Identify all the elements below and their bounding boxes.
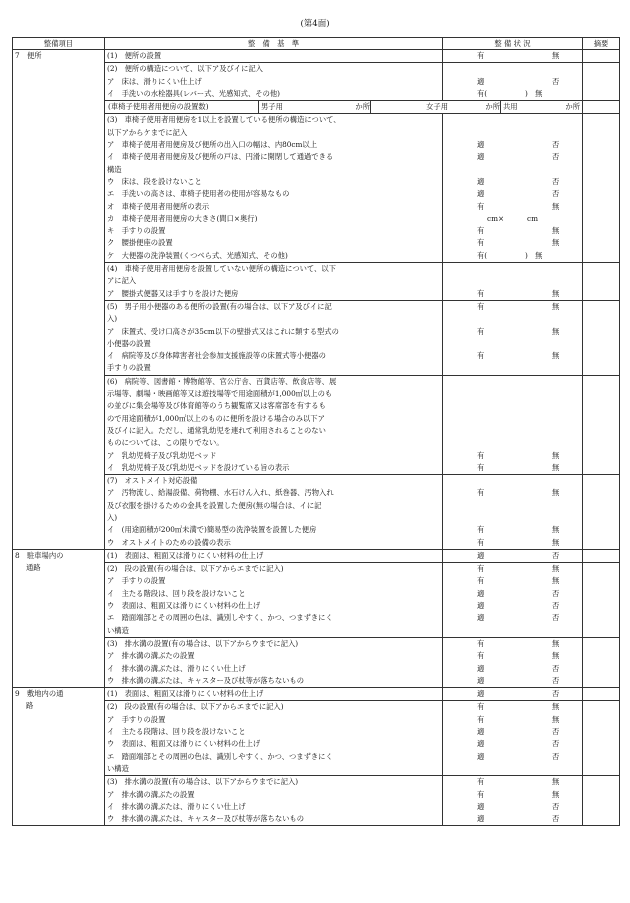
shared-unit: か所 — [565, 102, 580, 112]
memo-cell[interactable] — [583, 101, 620, 114]
table-row — [13, 701, 620, 776]
status-line — [445, 250, 580, 262]
status-option[interactable]: 適 — [477, 176, 485, 186]
status-option[interactable]: 有 — [477, 576, 485, 586]
standard-text: イ 病院等及び身体障害者社会参加支援施設等の床置式等小便器の — [107, 351, 326, 361]
memo-cell[interactable] — [583, 475, 620, 550]
status-line — [445, 813, 580, 825]
standard-text: (1) 便所の設置 — [107, 51, 162, 60]
status-option[interactable]: 無 — [552, 51, 560, 60]
section-name-line: 8 駐車場内の — [15, 550, 64, 560]
status-line — [445, 776, 580, 788]
memo-cell[interactable] — [583, 63, 620, 101]
status-option[interactable]: 無 — [552, 326, 560, 336]
status-option[interactable]: 適 — [477, 550, 485, 560]
status-option[interactable]: 無 — [552, 564, 560, 574]
status-option[interactable]: 有 — [477, 51, 485, 60]
status-line — [445, 326, 580, 338]
status-line — [445, 139, 580, 151]
status-line — [445, 425, 580, 437]
status-line — [445, 751, 580, 763]
status-option[interactable]: 有 — [477, 288, 485, 298]
status-option[interactable]: 無 — [552, 651, 560, 661]
status-option[interactable]: 無 — [552, 576, 560, 586]
standard-text: ア 車椅子使用者用便房及び便所の出入口の幅は、内80cm以上 — [107, 140, 318, 150]
status-option[interactable]: 否 — [552, 550, 560, 560]
standard-text: ア 手すりの設置 — [107, 576, 166, 586]
status-option[interactable]: 無 — [552, 226, 560, 236]
status-line — [445, 524, 580, 536]
table-row — [13, 475, 620, 550]
status-line — [445, 650, 580, 662]
status-line — [445, 63, 580, 75]
status-option[interactable]: 有 — [477, 326, 485, 336]
status-cell — [443, 263, 583, 301]
memo-cell[interactable] — [583, 263, 620, 301]
status-cell — [443, 637, 583, 687]
status-line — [445, 625, 580, 637]
standard-text: (1) 表面は、粗面又は滑りにくい材料の仕上げ — [107, 550, 264, 560]
status-option[interactable]: 適 — [477, 588, 485, 598]
table-row — [13, 50, 620, 63]
standard-text: イ 主たる階段は、回り段を設けないこと — [107, 588, 246, 598]
status-line — [445, 376, 580, 388]
table-row — [13, 776, 620, 826]
standard-text: ア 汚物流し、給湯設備、荷物棚、水石けん入れ、紙巻器、汚物入れ — [107, 488, 334, 498]
status-option[interactable]: 無 — [552, 301, 560, 311]
status-line — [445, 164, 580, 176]
status-line — [445, 701, 580, 713]
status-line — [445, 76, 580, 88]
status-option[interactable]: 否 — [552, 727, 560, 737]
count-label: (車椅子使用者用便房の設置数) — [108, 102, 209, 112]
section-name: 7 便所 — [13, 50, 105, 550]
status-cell — [443, 688, 583, 701]
page-title: (第4面) — [300, 19, 330, 29]
standard-text: ア 排水溝の溝ぶたの設置 — [107, 789, 195, 799]
status-option[interactable]: 適 — [477, 751, 485, 761]
memo-cell[interactable] — [583, 637, 620, 687]
status-option[interactable]: 有( — [477, 250, 488, 260]
status-option[interactable]: 有 — [477, 488, 485, 498]
status-option[interactable]: 無 — [552, 238, 560, 248]
standard-cell — [105, 263, 443, 301]
status-option[interactable]: 適 — [477, 689, 485, 699]
status-cell — [443, 300, 583, 375]
section-name — [13, 688, 105, 826]
standard-text: 以下アからケまでに記入 — [107, 127, 188, 137]
standard-text: 示場等、劇場・映画館等又は遊技場等で用途面積が1,000㎡以上のも — [107, 389, 333, 399]
status-option[interactable]: 適 — [477, 76, 485, 86]
standard-text: イ 乳幼児椅子及び乳幼児ベッドを設けている旨の表示 — [107, 462, 290, 472]
status-option[interactable]: 有( — [477, 88, 488, 98]
header-memo: 摘要 — [583, 38, 620, 50]
status-option[interactable]: 有 — [477, 777, 485, 787]
table-row — [13, 637, 620, 687]
memo-cell[interactable] — [583, 549, 620, 562]
standard-text: ア 腰掛式便器又は手すりを設けた便房 — [107, 288, 239, 298]
status-option[interactable]: 適 — [477, 140, 485, 150]
status-option[interactable]: 適 — [477, 601, 485, 611]
standard-text: イ 車椅子使用者用便房及び便所の戸は、円滑に開閉して通過できる — [107, 152, 334, 162]
memo-cell[interactable] — [583, 688, 620, 701]
standard-text: (4) 車椅子使用者用便房を設置していない便所の構造について、以下 — [107, 264, 336, 274]
standard-text: エ 手洗いの高さは、車椅子使用者の使用が容易なもの — [107, 189, 290, 199]
table-row — [13, 375, 620, 474]
status-line — [445, 176, 580, 188]
standard-text: (1) 表面は、粗面又は滑りにくい材料の仕上げ — [107, 689, 264, 699]
standard-text: エ 踏面端部とその周囲の色は、識別しやすく、かつ、つまずきにく — [107, 751, 333, 761]
standard-cell — [105, 637, 443, 687]
standard-cell — [105, 50, 443, 63]
memo-cell[interactable] — [583, 701, 620, 776]
status-line — [445, 50, 580, 62]
table-row — [13, 263, 620, 301]
table-row — [13, 114, 620, 263]
standard-cell — [105, 300, 443, 375]
section-name-line: 9 敷地内の通 — [15, 689, 64, 699]
status-option[interactable]: 否 — [552, 588, 560, 598]
status-option[interactable]: 有 — [477, 301, 485, 311]
status-option[interactable]: 無 — [552, 714, 560, 724]
standard-cell — [105, 114, 443, 263]
status-line — [445, 475, 580, 487]
status-line — [445, 600, 580, 612]
memo-cell[interactable] — [583, 563, 620, 638]
standard-text: ア 乳幼児椅子及び乳幼児ベッド — [107, 450, 217, 460]
standard-text: 及びイに記入。ただし、通常乳幼児を連れて利用されることのない — [107, 425, 326, 435]
status-option[interactable]: 無 — [552, 537, 560, 547]
status-cell — [443, 375, 583, 474]
memo-cell[interactable] — [583, 375, 620, 474]
status-option[interactable]: 無 — [552, 288, 560, 298]
status-line — [445, 550, 580, 562]
standard-cell — [105, 563, 443, 638]
standard-text: カ 車椅子使用者用便房の大きさ(間口×奥行) — [107, 213, 258, 223]
standard-text: イ 排水溝の溝ぶたは、滑りにくい仕上げ — [107, 801, 246, 811]
status-line — [445, 462, 580, 474]
standard-text: (5) 男子用小便器のある便所の設置(有の場合は、以下ア及びイに記 — [107, 301, 332, 311]
status-cell — [443, 776, 583, 826]
standard-text: オ 車椅子使用者用便所の表示 — [107, 201, 210, 211]
status-option[interactable]: 否 — [552, 140, 560, 150]
standard-cell — [105, 701, 443, 776]
status-option[interactable]: cm× — [487, 213, 505, 223]
status-line — [445, 388, 580, 400]
status-line — [445, 288, 580, 300]
status-line — [445, 789, 580, 801]
standard-text: い構造 — [107, 625, 129, 635]
status-line — [445, 714, 580, 726]
status-option[interactable]: 有 — [477, 450, 485, 460]
status-line — [445, 313, 580, 325]
status-option[interactable]: 否 — [552, 601, 560, 611]
standard-text: (2) 段の設置(有の場合は、以下アからエまでに記入) — [107, 702, 284, 712]
standard-text: イ (用途面積が200㎡未満で)簡易型の洗浄装置を設置した便房 — [107, 525, 317, 535]
standard-cell — [105, 101, 583, 114]
header-standard: 整 備 基 準 — [105, 38, 443, 50]
header-item: 整備項目 — [13, 38, 105, 50]
status-option[interactable]: 無 — [552, 525, 560, 535]
standard-text: ウ 排水溝の溝ぶたは、キャスター及び杖等が落ちないもの — [107, 814, 305, 824]
memo-cell[interactable] — [583, 300, 620, 375]
status-line — [445, 512, 580, 524]
status-line — [445, 801, 580, 813]
standard-cell — [105, 375, 443, 474]
memo-cell[interactable] — [583, 50, 620, 63]
standard-cell — [105, 776, 443, 826]
standard-cell — [105, 63, 443, 101]
status-line — [445, 575, 580, 587]
status-option[interactable]: 適 — [477, 739, 485, 749]
status-cell — [443, 114, 583, 263]
status-option[interactable]: 適 — [477, 152, 485, 162]
standard-text: (3) 排水溝の設置(有の場合は、以下アからウまでに記入) — [107, 777, 299, 787]
status-option[interactable]: 有 — [477, 226, 485, 236]
status-cell — [443, 701, 583, 776]
status-line — [445, 400, 580, 412]
status-line — [445, 537, 580, 549]
header-row — [13, 38, 620, 50]
status-option[interactable]: 有 — [477, 564, 485, 574]
table-row — [13, 549, 620, 562]
status-option[interactable]: 有 — [477, 702, 485, 712]
standard-text: ア 排水溝の溝ぶたの設置 — [107, 651, 195, 661]
standard-text: 構造 — [107, 164, 122, 174]
status-option[interactable]: 否 — [552, 76, 560, 86]
status-option[interactable]: 有 — [477, 651, 485, 661]
status-line — [445, 487, 580, 499]
status-option[interactable]: 無 — [552, 488, 560, 498]
female-unit: か所 — [485, 102, 500, 112]
status-line — [445, 127, 580, 139]
status-line — [445, 188, 580, 200]
standard-text: (2) 段の設置(有の場合は、以下アからエまでに記入) — [107, 564, 284, 574]
standard-text: の並びに集会場等及び体育館等のうち観覧席又は客席部を有するも — [107, 401, 326, 411]
standard-cell — [105, 549, 443, 562]
standard-text: 入) — [107, 314, 118, 324]
status-option[interactable]: 適 — [477, 613, 485, 623]
status-option[interactable]: 適 — [477, 801, 485, 811]
status-option[interactable]: ) 無 — [525, 88, 543, 98]
status-cell — [443, 50, 583, 63]
status-line — [445, 237, 580, 249]
standard-text: い構造 — [107, 763, 129, 773]
status-line — [445, 275, 580, 287]
standard-text: ケ 大便器の洗浄装置(くつべら式、光感知式、その他) — [107, 250, 288, 260]
standard-text: (3) 排水溝の設置(有の場合は、以下アからウまでに記入) — [107, 638, 299, 648]
standard-text: 小便器の設置 — [107, 338, 151, 348]
status-option[interactable]: 無 — [552, 450, 560, 460]
standard-text: 手すりの設置 — [107, 363, 151, 373]
memo-cell[interactable] — [583, 114, 620, 263]
status-line — [445, 362, 580, 374]
status-option[interactable]: 否 — [552, 814, 560, 824]
status-line — [445, 450, 580, 462]
status-line — [445, 301, 580, 313]
standard-text: ウ 排水溝の溝ぶたは、キャスター及び杖等が落ちないもの — [107, 675, 305, 685]
standard-text: イ 主たる段階は、回り段を設けないこと — [107, 727, 246, 737]
table-row — [13, 563, 620, 638]
status-line — [445, 675, 580, 687]
standard-text: ア 床は、滑りにくい仕上げ — [107, 76, 202, 86]
status-option[interactable]: 否 — [552, 675, 560, 685]
status-line — [445, 338, 580, 350]
status-option[interactable]: 否 — [552, 801, 560, 811]
standard-cell — [105, 475, 443, 550]
status-line — [445, 151, 580, 163]
table-row — [13, 63, 620, 101]
status-line — [445, 213, 580, 225]
status-line — [445, 726, 580, 738]
status-option[interactable]: 有 — [477, 638, 485, 648]
female-label: 女子用 — [370, 101, 448, 113]
status-option[interactable]: 無 — [552, 702, 560, 712]
status-option[interactable]: 適 — [477, 727, 485, 737]
status-option[interactable]: 適 — [477, 675, 485, 685]
status-option[interactable]: 無 — [552, 201, 560, 211]
status-option[interactable]: ) 無 — [525, 250, 543, 260]
status-option[interactable]: 有 — [477, 462, 485, 472]
standard-text: イ 手洗いの水栓器具(レバー式、光感知式、その他) — [107, 88, 281, 98]
status-option[interactable]: 無 — [552, 351, 560, 361]
status-cell — [443, 549, 583, 562]
standard-cell — [105, 688, 443, 701]
standard-text: 及び衣服を掛けるための金具を設置した便房(無の場合は、イに記 — [107, 500, 322, 510]
status-option[interactable]: 有 — [477, 537, 485, 547]
standard-text: エ 踏面端部とその周囲の色は、識別しやすく、かつ、つまずきにく — [107, 613, 333, 623]
status-line — [445, 437, 580, 449]
status-option[interactable]: 無 — [552, 789, 560, 799]
status-option[interactable]: 有 — [477, 201, 485, 211]
status-option[interactable]: 無 — [552, 462, 560, 472]
standard-text: (3) 車椅子使用者用便房を1以上を設置している便所の構造について、 — [107, 115, 341, 125]
male-label: 男子用 — [258, 101, 321, 113]
status-option[interactable]: 有 — [477, 238, 485, 248]
standard-text: ウ 表面は、粗面又は滑りにくい材料の仕上げ — [107, 601, 261, 611]
section-name-line: 通路 — [26, 563, 41, 573]
status-option[interactable]: 否 — [552, 152, 560, 162]
shared-label: 共用 — [500, 101, 548, 113]
male-unit: か所 — [355, 102, 370, 112]
standard-text: ので用途面積が1,000㎡以上のものに便所を設ける場合のみ以下ア — [107, 413, 325, 423]
standard-text: (6) 病院等、図書館・博物館等、官公庁舎、百貨店等、飲食店等、展 — [107, 376, 337, 386]
status-option[interactable]: 否 — [552, 176, 560, 186]
table-row — [13, 101, 620, 114]
status-option[interactable]: 否 — [552, 663, 560, 673]
toilet-count — [105, 101, 582, 113]
standard-text: ア 床置式、受け口高さが35cm以下の壁掛式又はこれに類する型式の — [107, 326, 339, 336]
status-option[interactable]: 有 — [477, 789, 485, 799]
status-option[interactable]: 無 — [552, 777, 560, 787]
status-line — [445, 612, 580, 624]
status-line — [445, 350, 580, 362]
status-option[interactable]: 無 — [552, 638, 560, 648]
status-line — [445, 663, 580, 675]
standard-text: ウ 表面は、粗面又は滑りにくい材料の仕上げ — [107, 739, 261, 749]
status-option[interactable]: cm — [527, 213, 539, 223]
status-option[interactable]: 否 — [552, 739, 560, 749]
status-option[interactable]: 否 — [552, 689, 560, 699]
header-status: 整 備 状 況 — [443, 38, 583, 50]
status-option[interactable]: 有 — [477, 525, 485, 535]
table-row — [13, 688, 620, 701]
section-name — [13, 549, 105, 687]
status-option[interactable]: 適 — [477, 663, 485, 673]
status-line — [445, 88, 580, 100]
status-line — [445, 413, 580, 425]
standard-text: ものについては、この限りでない。 — [107, 438, 224, 448]
status-option[interactable]: 否 — [552, 189, 560, 199]
status-line — [445, 588, 580, 600]
status-line — [445, 201, 580, 213]
standard-text: ア 手すりの設置 — [107, 714, 166, 724]
status-line — [445, 738, 580, 750]
status-line — [445, 688, 580, 700]
checklist-table — [12, 37, 620, 826]
table-row — [13, 300, 620, 375]
status-option[interactable]: 否 — [552, 613, 560, 623]
standard-text: (7) オストメイト対応設備 — [107, 476, 198, 486]
status-option[interactable]: 有 — [477, 351, 485, 361]
standard-text: ウ 床は、段を設けないこと — [107, 176, 202, 186]
section-name-line: 路 — [26, 701, 34, 711]
status-cell — [443, 563, 583, 638]
standard-text: ウ オストメイトのための設備の表示 — [107, 537, 231, 547]
status-option[interactable]: 適 — [477, 814, 485, 824]
standard-text: アに記入 — [107, 276, 137, 286]
status-line — [445, 638, 580, 650]
status-line — [445, 563, 580, 575]
status-option[interactable]: 適 — [477, 189, 485, 199]
status-line — [445, 225, 580, 237]
standard-text: ク 腰掛便座の設置 — [107, 238, 173, 248]
standard-text: イ 排水溝の溝ぶたは、滑りにくい仕上げ — [107, 663, 246, 673]
status-line — [445, 763, 580, 775]
status-option[interactable]: 否 — [552, 751, 560, 761]
status-line — [445, 500, 580, 512]
status-line — [445, 114, 580, 126]
standard-text: キ 手すりの設置 — [107, 226, 166, 236]
memo-cell[interactable] — [583, 776, 620, 826]
status-line — [445, 263, 580, 275]
standard-text: 入) — [107, 512, 118, 522]
status-cell — [443, 475, 583, 550]
status-option[interactable]: 有 — [477, 714, 485, 724]
status-cell — [443, 63, 583, 101]
standard-text: (2) 便所の構造について、以下ア及びイに記入 — [107, 64, 263, 74]
